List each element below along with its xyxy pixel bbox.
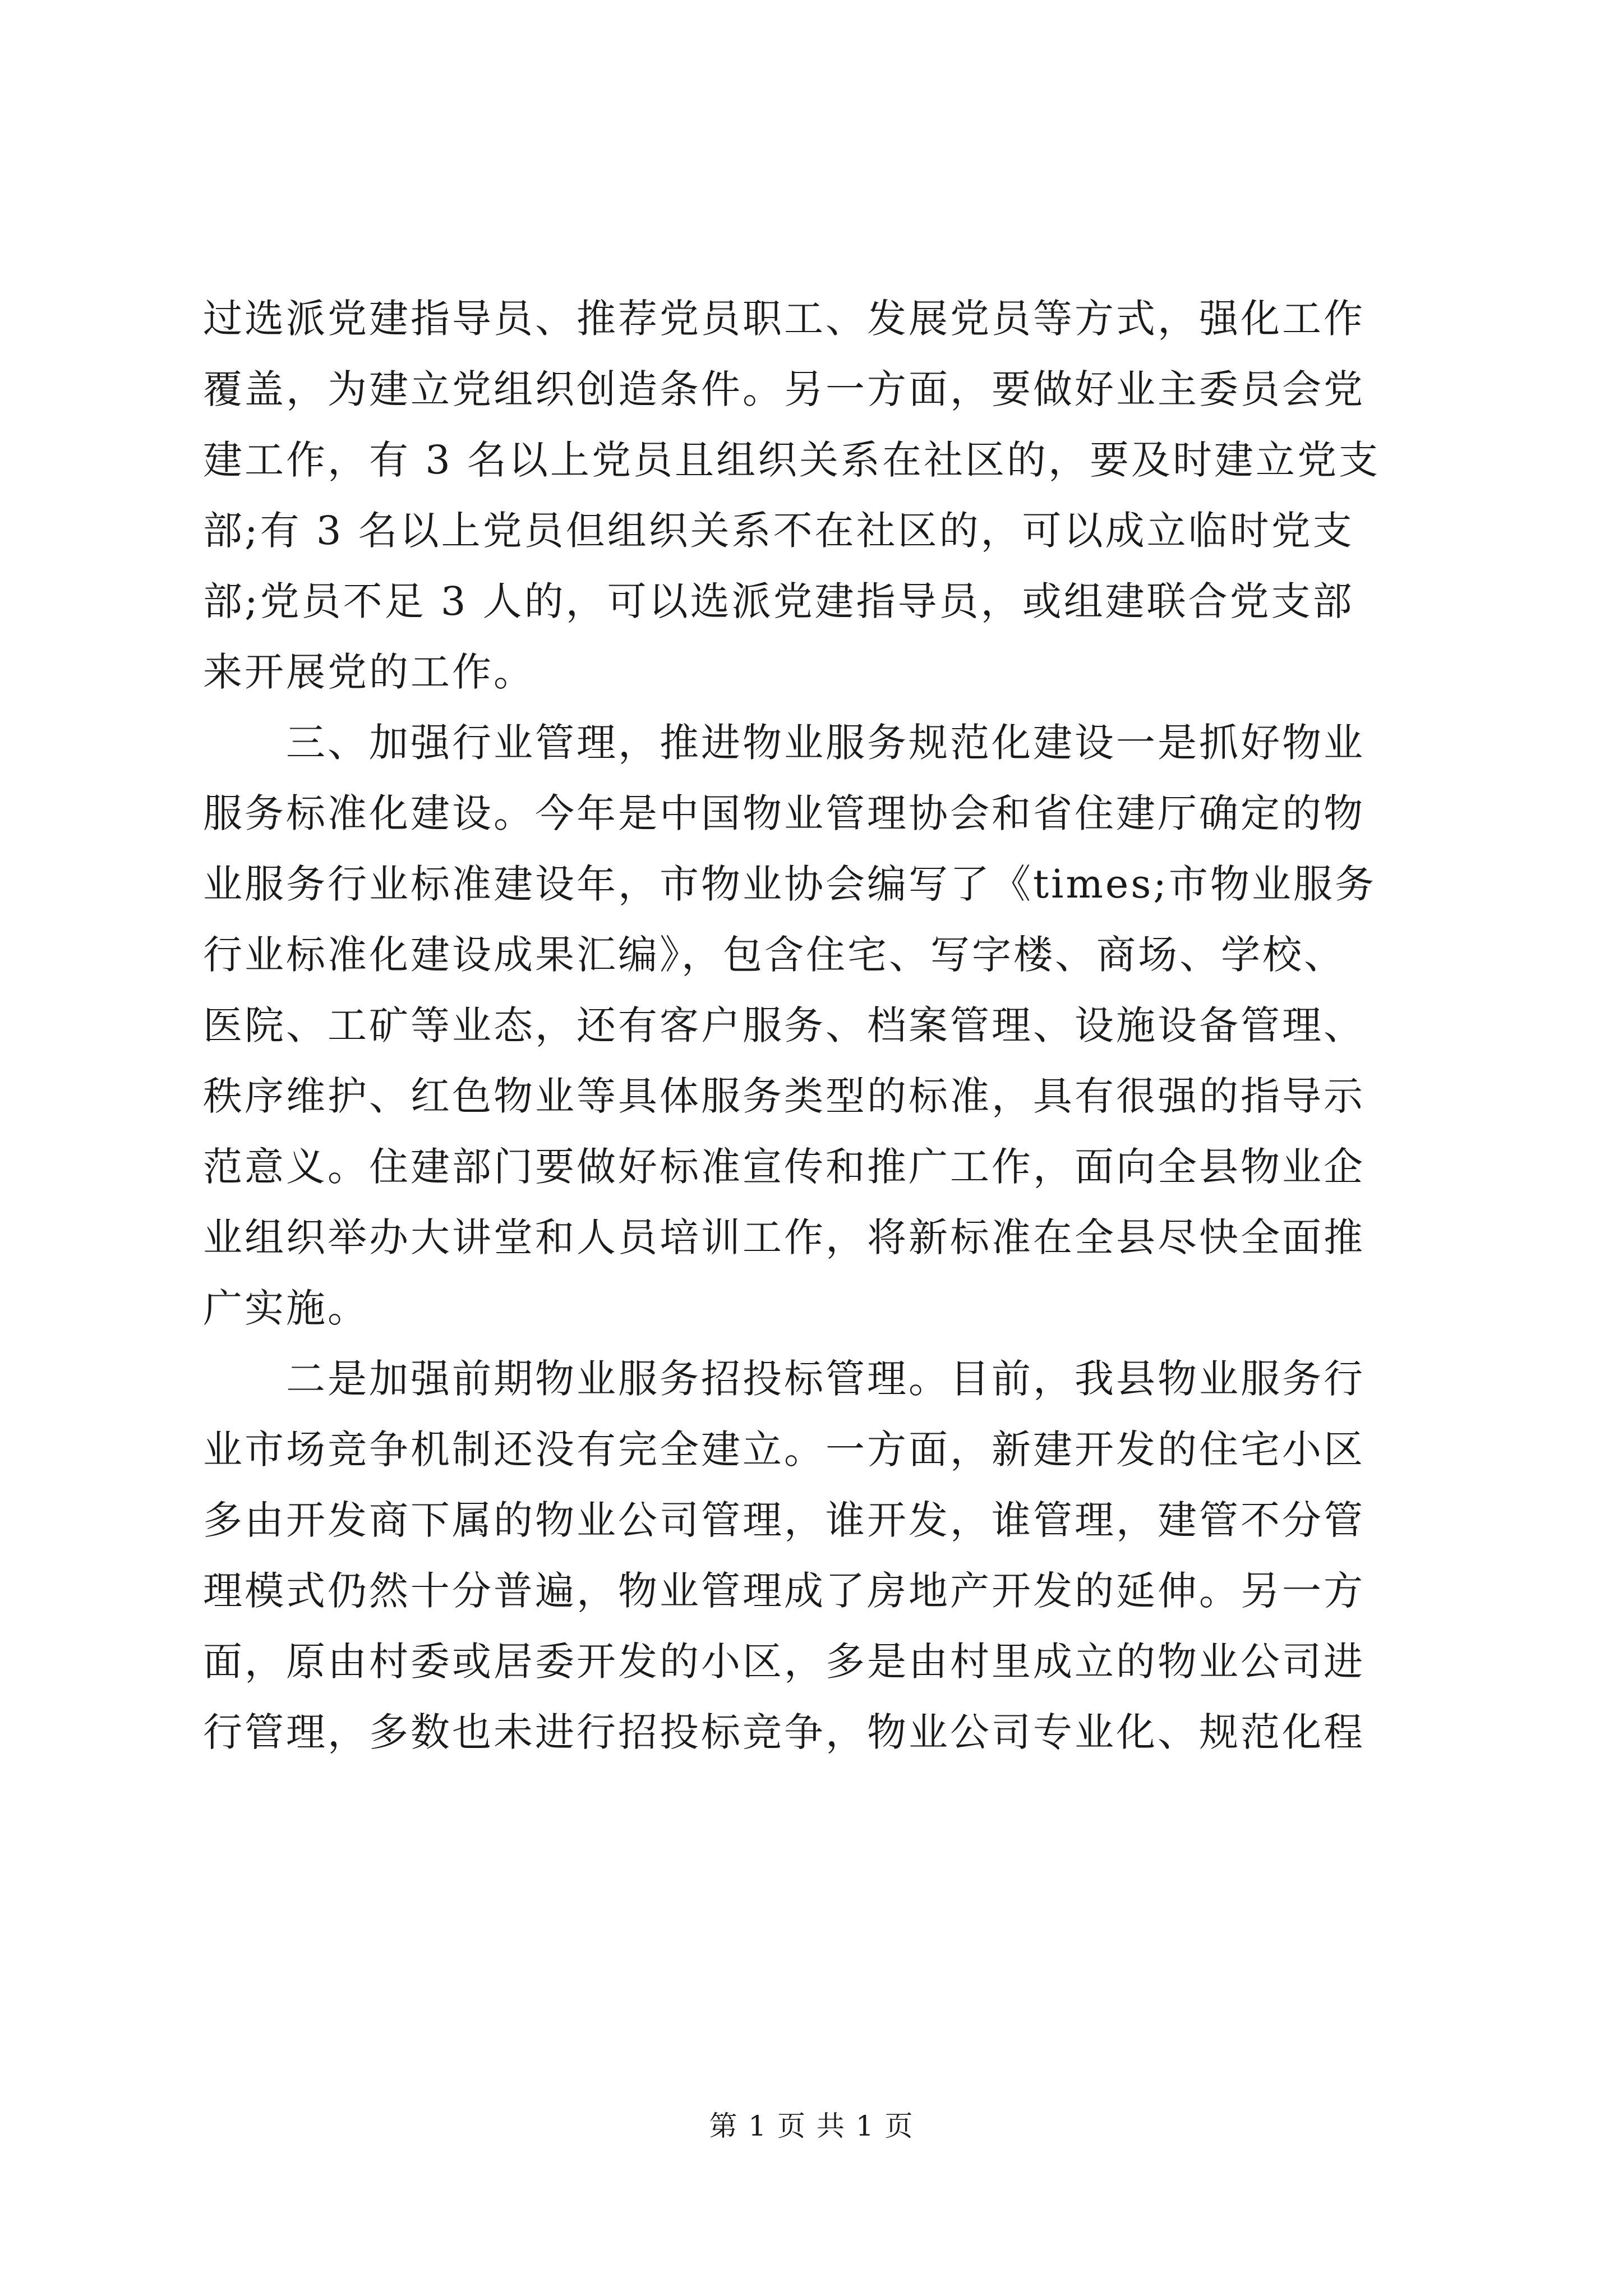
document-body bbox=[203, 283, 1442, 1768]
paragraph-1: 过选派党建指导员、推荐党员职工、发展党员等方式，强化工作 覆盖，为建立党组织创造条件。另一方面，要做好业主委员会党 建工作，有 3 名以上党员且组织关系在社区的，要及时建立党支 部;有 3 名以上党员但组织关系不在社区的，可以成立临时党支 部;党员不足 3 人的，可以选派党建指导员，或组建联合党支部 来开展党的工作。 bbox=[203, 296, 1381, 695]
paragraph-2: 三、加强行业管理，推进物业服务规范化建设一是抓好物业 服务标准化建设。今年是中国物业管理协会和省住建厅确定的物 业服务行业标准建设年，市物业协会编写了《times;市物业服务 行业标准化建设成果汇编》，包含住宅、写字楼、商场、学校、 医院、工矿等业态，还有客户服务、档案管理、设施设备管理、 秩序维护、红色物业等具体服务类型的标准，具有很强的指导示 范意义。住建部门要做好标准宣传和推广工作，面向全县物业企 业组织举办大讲堂和人员培训工作，将新标准在全县尽快全面推 广实施。 bbox=[203, 720, 1376, 1331]
paragraph-3: 二是加强前期物业服务招投标管理。目前，我县物业服务行 业市场竞争机制还没有完全建立。一方面，新建开发的住宅小区 多由开发商下属的物业公司管理，谁开发，谁管理，建管不分管 理模式仍然十分普遍，物业管理成了房地产开发的延伸。另一方 面，原由村委或居委开发的小区，多是由村里成立的物业公司进 行管理，多数也未进行招投标竞争，物业公司专业化、规范化程 bbox=[203, 1356, 1365, 1755]
page-footer: 第 1 页 共 1 页 bbox=[709, 2110, 914, 2142]
